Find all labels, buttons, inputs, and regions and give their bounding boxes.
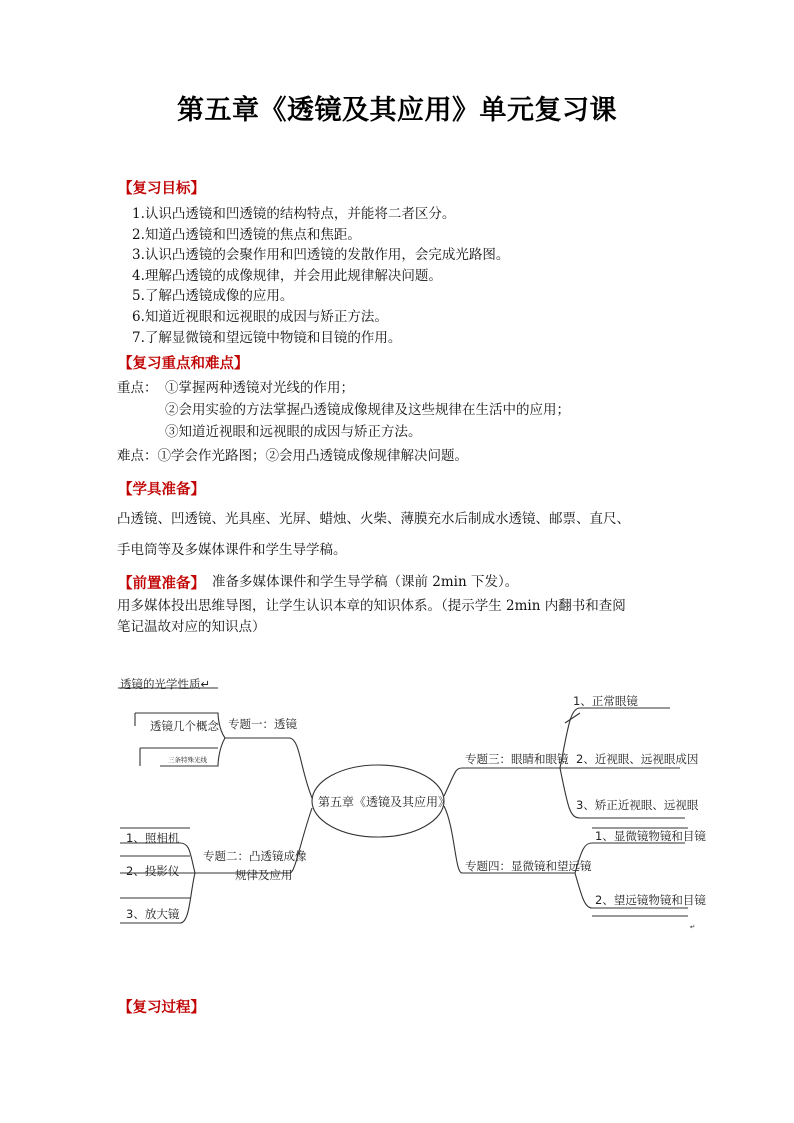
tools-line: 凸透镜、凹透镜、光具座、光屏、蜡烛、火柴、薄膜充水后制成水透镜、邮票、直尺、 [117, 511, 630, 527]
mindmap-topic-3-item: 2、近视眼、远视眼成因 [576, 752, 699, 766]
mindmap-end-mark: ↵ [690, 923, 696, 931]
tools-line: 手电筒等及多媒体课件和学生导学稿。 [117, 542, 347, 558]
key-item: ①掌握两种透镜对光线的作用； [165, 380, 354, 396]
goals-list [132, 204, 509, 348]
mindmap-topic-3-item: 3、矫正近视眼、远视眼 [576, 798, 699, 812]
goal-item: 4.理解凸透镜的成像规律，并会用此规律解决问题。 [132, 267, 442, 284]
mindmap-center: 第五章《透镜及其应用》 [318, 795, 451, 809]
prep-line: 用多媒体投出思维导图，让学生认识本章的知识体系。（提示学生 2min 内翻书和查阅 [117, 598, 626, 614]
goal-item: 7.了解显微镜和望远镜中物镜和目镜的作用。 [132, 329, 402, 346]
difficult-points: 难点：①学会作光路图；②会用凸透镜成像规律解决问题。 [117, 448, 468, 464]
mind-map [110, 668, 710, 938]
key-item: ③知道近视眼和远视眼的成因与矫正方法。 [165, 424, 422, 440]
mindmap-topic-2-line2: 规律及应用 [235, 868, 293, 882]
mindmap-topic-1-item: 三条特殊光线 [168, 756, 207, 764]
tools-heading: 【学具准备】 [118, 482, 205, 498]
prep-inline: 准备多媒体课件和学生导学稿（课前 2min 下发）。 [212, 574, 519, 590]
mindmap-topic-4-item: 2、望远镜物镜和目镜 [595, 893, 706, 907]
focus-heading: 【复习重点和难点】 [118, 356, 249, 372]
mindmap-topic-3-item: 1、正常眼镜 [573, 694, 638, 708]
goals-heading: 【复习目标】 [118, 181, 205, 197]
key-item: ②会用实验的方法掌握凸透镜成像规律及这些规律在生活中的应用； [165, 402, 570, 418]
mindmap-topic-4-item: 1、显微镜物镜和目镜 [595, 829, 706, 843]
prep-heading: 【前置准备】 [118, 576, 205, 592]
goal-item: 1.认识凸透镜和凹透镜的结构特点，并能将二者区分。 [132, 206, 456, 222]
mindmap-topic-2-item: 3、放大镜 [126, 907, 180, 921]
key-label: 重点： [117, 380, 158, 396]
mindmap-topic-2-item: 1、照相机 [126, 831, 180, 845]
prep-line: 笔记温故对应的知识点） [117, 619, 266, 635]
mindmap-topic-3: 专题三：眼睛和眼镜 [465, 752, 569, 766]
goal-item: 6.知道近视眼和远视眼的成因与矫正方法。 [132, 308, 388, 325]
goal-item: 2.知道凸透镜和凹透镜的焦点和焦距。 [132, 226, 361, 243]
mindmap-topic-4: 专题四：显微镜和望远镜 [465, 859, 592, 873]
mindmap-topic-1: 专题一：透镜 [228, 717, 297, 731]
mindmap-topic-1-item: 透镜几个概念 [150, 719, 219, 733]
process-heading: 【复习过程】 [118, 1000, 205, 1016]
goal-item: 5.了解凸透镜成像的应用。 [132, 288, 294, 305]
page-title: 第五章《透镜及其应用》单元复习课 [177, 95, 617, 126]
goal-item: 3.认识凸透镜的会聚作用和凹透镜的发散作用，会完成光路图。 [132, 247, 510, 264]
mindmap-topic-2-line1: 专题二：凸透镜成像 [203, 849, 307, 863]
mindmap-top-note: 透镜的光学性质↵ [120, 677, 211, 691]
mindmap-topic-2-item: 2、投影仪 [126, 864, 180, 878]
